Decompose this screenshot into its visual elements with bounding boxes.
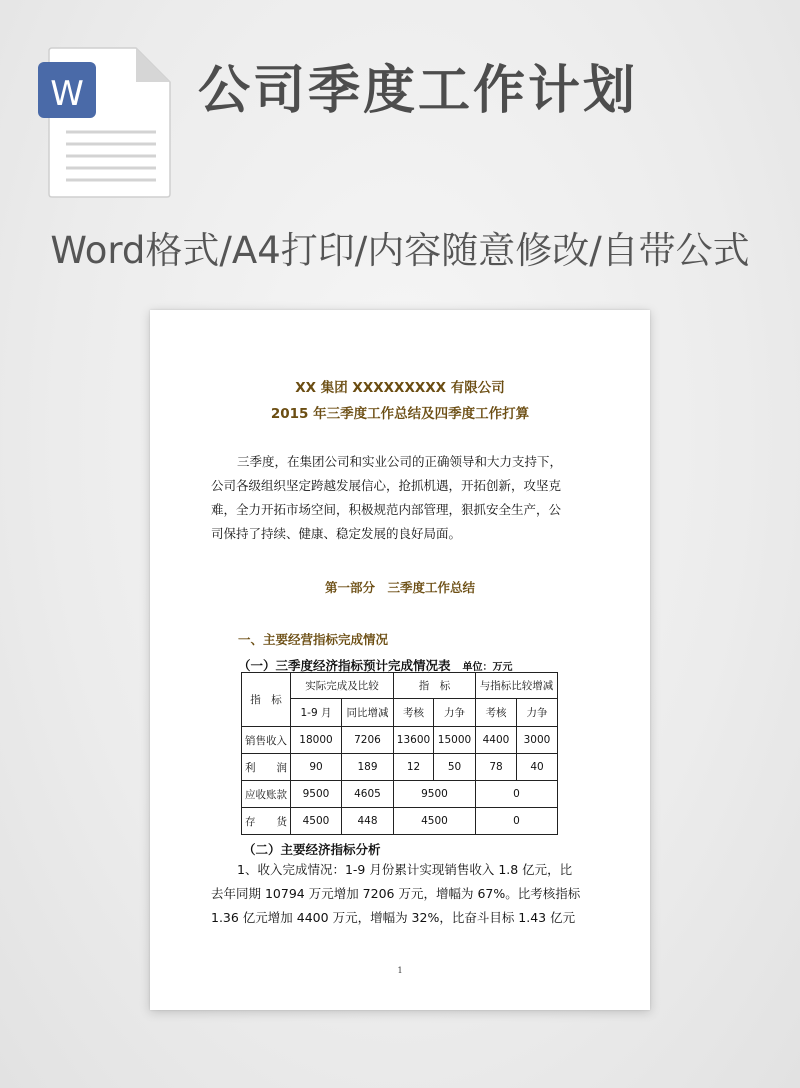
table-cell: 7206 (342, 727, 394, 754)
row-label: 存 货 (242, 808, 291, 835)
analysis-line: 1.36 亿元增加 4400 万元，增幅为 32%，比奋斗目标 1.43 亿元 (211, 910, 576, 925)
intro-line: 公司各级组织坚定跨越发展信心，抢抓机遇，开拓创新，攻坚克 (211, 478, 562, 493)
table-cell: 78 (476, 754, 517, 781)
table-subheader: 考核 (394, 699, 434, 727)
analysis-line: 去年同期 10794 万元增加 7206 万元，增幅为 67%。比考核指标 (211, 886, 581, 901)
report-title: 2015 年三季度工作总结及四季度工作打算 (270, 406, 530, 422)
analysis-paragraph (211, 858, 591, 930)
table-header-compare: 与指标比较增减 (476, 673, 558, 699)
table-header-actual: 实际完成及比较 (291, 673, 394, 699)
table-subheader: 考核 (476, 699, 517, 727)
table-cell: 4400 (476, 727, 517, 754)
table-cell: 9500 (291, 781, 342, 808)
table-subheader: 力争 (517, 699, 558, 727)
section-heading: 一、主要经营指标完成情况 (238, 632, 389, 647)
intro-line: 三季度，在集团公司和实业公司的正确领导和大力支持下， (237, 454, 563, 469)
page-number: 1 (397, 966, 403, 975)
table-cell: 189 (342, 754, 394, 781)
table-cell: 0 (476, 781, 558, 808)
table-row (242, 808, 558, 835)
intro-line: 司保持了持续、健康、稳定发展的良好局面。 (211, 526, 462, 541)
table-title-text: （一）三季度经济指标预计完成情况表 (238, 658, 451, 673)
table-cell: 18000 (291, 727, 342, 754)
table-cell: 448 (342, 808, 394, 835)
table-cell: 13600 (394, 727, 434, 754)
row-label: 利 润 (242, 754, 291, 781)
row-label: 销售收入 (242, 727, 291, 754)
subsection-heading: （二）主要经济指标分析 (243, 842, 381, 857)
intro-paragraph (211, 450, 591, 546)
table-cell: 40 (517, 754, 558, 781)
table-cell: 15000 (434, 727, 476, 754)
analysis-line: 1、收入完成情况：1-9 月份累计实现销售收入 1.8 亿元，比 (237, 862, 573, 877)
table-row (242, 727, 558, 754)
table-cell: 4500 (291, 808, 342, 835)
table-cell: 4605 (342, 781, 394, 808)
table-cell: 50 (434, 754, 476, 781)
table-unit: 单位：万元 (462, 662, 513, 673)
part-title: 第一部分 三季度工作总结 (324, 580, 475, 595)
table-header-target: 指 标 (394, 673, 476, 699)
table-row (242, 781, 558, 808)
table-header-indicator: 指 标 (242, 673, 291, 727)
word-file-icon (38, 46, 172, 198)
banner-subtitle: Word格式/A4打印/内容随意修改/自带公式 (50, 229, 750, 272)
kpi-table (241, 672, 558, 835)
banner-title: 公司季度工作计划 (198, 61, 639, 121)
document-page (150, 310, 650, 1010)
word-letter: W (50, 74, 84, 114)
table-cell: 3000 (517, 727, 558, 754)
table-subheader: 同比增减 (342, 699, 394, 727)
table-cell: 0 (476, 808, 558, 835)
table-row (242, 754, 558, 781)
intro-line: 难，全力开拓市场空间，积极规范内部管理，狠抓安全生产，公 (211, 502, 562, 517)
table-subheader: 1-9 月 (291, 699, 342, 727)
table-cell: 4500 (394, 808, 476, 835)
row-label: 应收账款 (242, 781, 291, 808)
table-cell: 12 (394, 754, 434, 781)
table-cell: 90 (291, 754, 342, 781)
company-name: XX 集团 XXXXXXXXX 有限公司 (295, 380, 505, 396)
table-cell: 9500 (394, 781, 476, 808)
table-subheader: 力争 (434, 699, 476, 727)
